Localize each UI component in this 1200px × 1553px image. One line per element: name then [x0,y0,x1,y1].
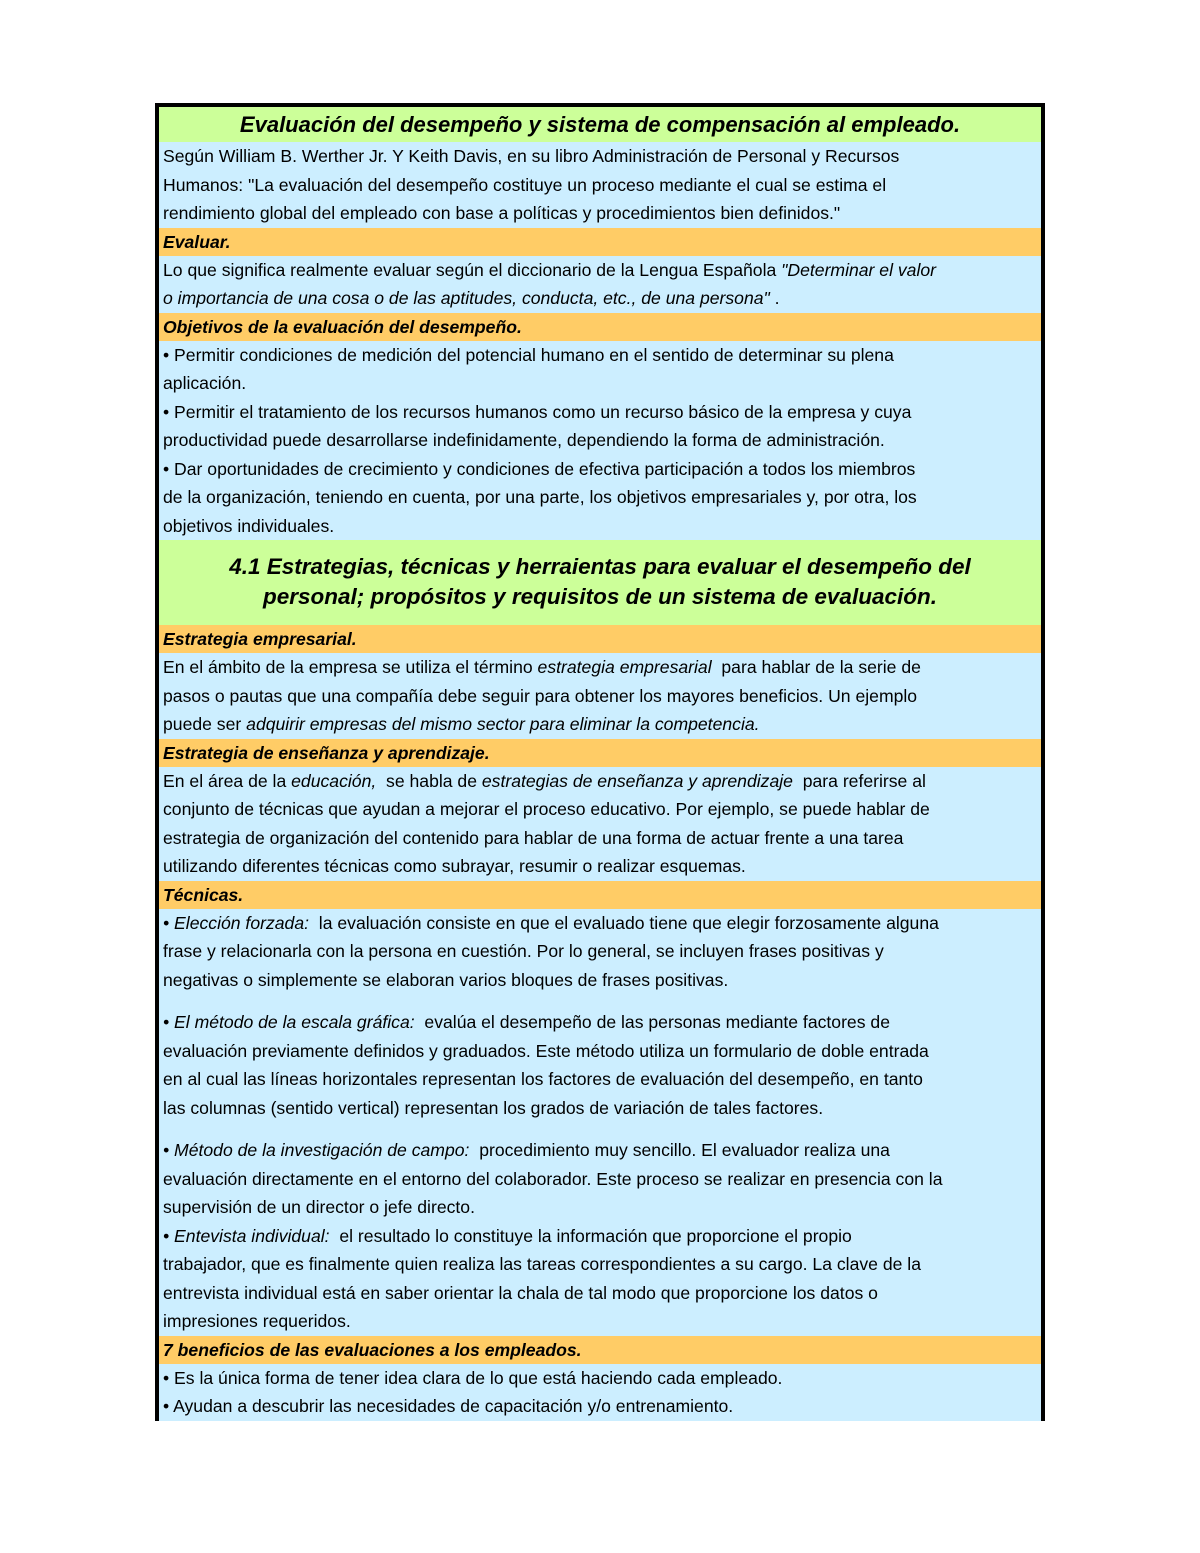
text-run: procedimiento muy sencillo. El evaluador realiza una [469,1140,890,1160]
section-heading-tecnicas: Técnicas. [159,881,1041,909]
estrategia-ensenanza-paragraph [159,767,1041,881]
definition-quote: "Determinar el valor [781,259,937,280]
italic-term: estrategias de enseñanza y aprendizaje [481,770,793,791]
text-line: negativas o simplemente se elaboran varios bloques de frases positivas. [163,969,729,990]
italic-example: adquirir empresas del mismo sector para eliminar la competencia. [246,714,760,734]
text-run: En el ámbito de la empresa se utiliza el término [163,657,538,677]
list-item: productividad puede desarrollarse indefinidamente, dependiendo la forma de administración. [163,430,885,450]
section-heading-estrategia-ensenanza: Estrategia de enseñanza y aprendizaje. [159,739,1041,767]
technique-term: • Método de la investigación de campo: [163,1140,470,1160]
section-heading-evaluar: Evaluar. [159,228,1041,256]
text-line [163,767,1037,796]
text-run: se habla de [376,770,482,791]
section-title [159,540,1041,625]
document-sheet [155,103,1045,1421]
text-run: . [769,288,780,308]
text-run: la evaluación consiste en que el evaluado tiene que elegir forzosamente alguna [309,912,939,933]
list-item: • Ayudan a descubrir las necesidades de capacitación y/o entrenamiento. [163,1396,734,1416]
section-heading-beneficios: 7 beneficios de las evaluaciones a los empleados. [159,1336,1041,1364]
intro-paragraph [159,142,1041,228]
text-line [163,256,1037,285]
text-line: estrategia de organización del contenido para hablar de una forma de actuar frente a una tarea [163,827,904,848]
text-run: para hablar de la serie de [711,657,921,677]
list-item [163,1136,1037,1165]
text-line: evaluación previamente definidos y graduados. Este método utiliza un formulario de doble entrada [163,1040,929,1061]
text-line: entrevista individual está en saber orientar la chala de tal modo que proporcione los datos o [163,1282,878,1303]
tecnicas-list [159,909,1041,1336]
spacer [163,1122,1037,1136]
list-item: aplicación. [163,373,247,393]
text-run: evalúa el desempeño de las personas mediante factores de [414,1012,890,1032]
technique-term: • Entevista individual: [163,1225,330,1246]
list-item: • Permitir el tratamiento de los recursos humanos como un recurso básico de la empresa y cuya [163,401,912,422]
objetivos-list [159,341,1041,541]
text-line: pasos o pautas que una compañía debe seguir para obtener los mayores beneficios. Un ejemplo [163,685,918,706]
list-item: de la organización, teniendo en cuenta, por una parte, los objetivos empresariales y, por otra, los [163,487,917,507]
text-line: frase y relacionarla con la persona en cuestión. Por lo general, se incluyen frases positivas y [163,941,884,961]
evaluar-paragraph [159,256,1041,313]
list-item: objetivos individuales. [163,515,335,536]
text-run: En el área de la [163,770,292,791]
technique-term: • El método de la escala gráfica: [163,1012,415,1032]
text-line: utilizando diferentes técnicas como subrayar, resumir o realizar esquemas. [163,856,746,876]
estrategia-empresarial-paragraph [159,653,1041,739]
text-line: en al cual las líneas horizontales representan los factores de evaluación del desempeño, en tanto [163,1069,923,1089]
text-line: las columnas (sentido vertical) representan los grados de variación de tales factores. [163,1097,824,1118]
definition-quote: o importancia de una cosa o de las aptitudes, conducta, etc., de una persona" [163,288,770,308]
list-item: • Dar oportunidades de crecimiento y condiciones de efectiva participación a todos los miembros [163,458,916,479]
text-line [163,284,1037,313]
text-line: impresiones requeridos. [163,1311,351,1331]
text-run: puede ser [163,714,247,734]
text-run: Lo que significa realmente evaluar según el diccionario de la Lengua Española [163,259,782,280]
text-line [163,653,1037,682]
list-item: • Permitir condiciones de medición del potencial humano en el sentido de determinar su plena [163,344,894,365]
list-item: • Es la única forma de tener idea clara de lo que está haciendo cada empleado. [163,1367,783,1388]
section-title-line: personal; propósitos y requisitos de un sistema de evaluación. [263,584,937,609]
list-item [163,1222,1037,1251]
section-title-line: 4.1 Estrategias, técnicas y herraientas para evaluar el desempeño del [229,554,971,579]
text-line: rendimiento global del empleado con base a políticas y procedimientos bien definidos." [163,203,841,223]
italic-term: educación, [291,770,377,791]
list-item [163,909,1037,938]
document-title: Evaluación del desempeño y sistema de compensación al empleado. [159,107,1041,142]
text-line [163,710,1037,739]
text-line: supervisión de un director o jefe directo. [163,1197,475,1217]
list-item [163,1008,1037,1037]
text-line: Según William B. Werther Jr. Y Keith Davis, en su libro Administración de Personal y Recursos [163,146,900,166]
spacer [163,994,1037,1008]
section-heading-objetivos: Objetivos de la evaluación del desempeño. [159,313,1041,341]
text-line: Humanos: "La evaluación del desempeño costituye un proceso mediante el cual se estima el [163,174,887,195]
technique-term: • Elección forzada: [163,912,310,933]
text-run: el resultado lo constituye la información que proporcione el propio [329,1225,852,1246]
italic-term: estrategia empresarial [537,657,712,677]
section-heading-estrategia-empresarial: Estrategia empresarial. [159,625,1041,653]
text-run: para referirse al [792,770,926,791]
text-line: conjunto de técnicas que ayudan a mejorar el proceso educativo. Por ejemplo, se puede hablar de [163,799,930,819]
text-line: trabajador, que es finalmente quien realiza las tareas correspondientes a su cargo. La clave de la [163,1254,921,1274]
text-line: evaluación directamente en el entorno del colaborador. Este proceso se realizar en presencia con la [163,1168,943,1189]
beneficios-list [159,1364,1041,1421]
